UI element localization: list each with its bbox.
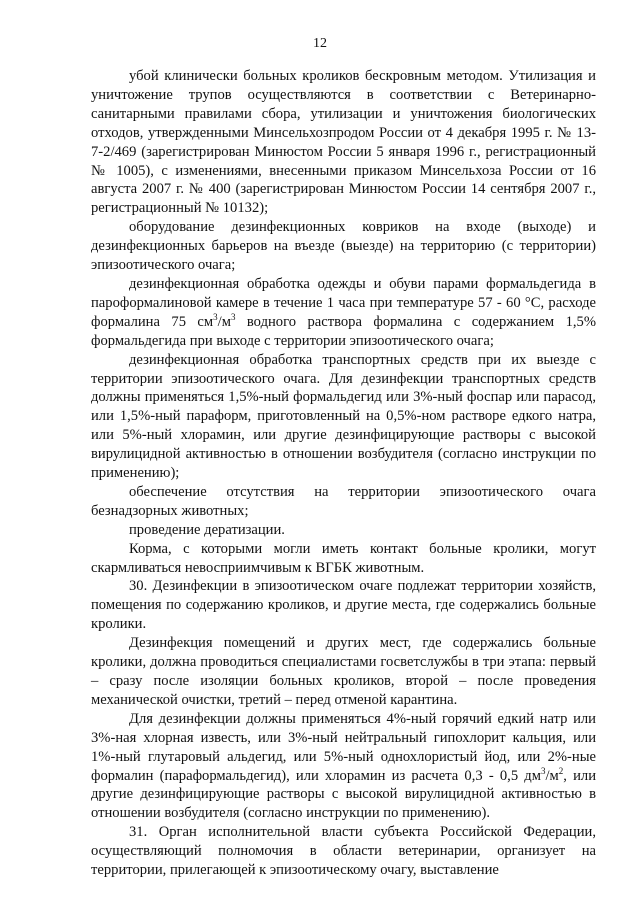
superscript: 3 bbox=[213, 311, 218, 322]
paragraph-feed bbox=[91, 540, 596, 578]
paragraph-text: обеспечение отсутствия на территории эпизоотического очага безнадзорных животных; bbox=[91, 483, 596, 519]
paragraph-text: Для дезинфекции должны применяться 4%-ный горячий едкий натр или 3%-ная хлорная известь, или 3%-ный нейтральный гипохлорит кальция, или 1%-ный глутаровый альдегид, или 5%-ный однохлористый йод, или 2%-ные формалин (параформальдегид), или хлорамин из расчета 0,3 - 0,5 дм bbox=[91, 710, 596, 784]
paragraph-rabbit-slaughter-disposal bbox=[91, 67, 596, 218]
page-number: 12 bbox=[313, 36, 327, 51]
paragraph-stray-animals bbox=[91, 483, 596, 521]
paragraph-disinfectants bbox=[91, 710, 596, 823]
paragraph-text: водного раствора формалина с содержанием 1,5% формальдегида при выходе с территории эпизоотического очага; bbox=[91, 313, 596, 349]
paragraph-text: /м bbox=[217, 313, 231, 330]
paragraph-text: 30. Дезинфекции в эпизоотическом очаге подлежат территории хозяйств, помещения по содержанию кроликов, и другие места, где содержались больные кролики. bbox=[91, 578, 596, 633]
paragraph-disinfection-mats bbox=[91, 218, 596, 275]
paragraph-vehicle-disinfection bbox=[91, 351, 596, 483]
paragraph-section-31 bbox=[91, 823, 596, 880]
paragraph-text: Дезинфекция помещений и других мест, где содержались больные кролики, должна проводиться специалистами госветслужбы в три этапа: первый – сразу после изоляции больных кроликов, второй – после проведения механической очистки, третий – перед отменой карантина. bbox=[91, 635, 596, 708]
paragraph-deratization bbox=[91, 521, 596, 540]
paragraph-text: дезинфекционная обработка одежды и обуви парами формальдегида в пароформалиновой камере в течение 1 часа при температуре 57 - 60 °С, расходе формалина 75 см bbox=[91, 275, 596, 330]
paragraph-disinfection-stages bbox=[91, 634, 596, 710]
superscript: 3 bbox=[540, 765, 546, 776]
paragraph-text: Корма, с которыми могли иметь контакт больные кролики, могут скармливаться невосприимчивым к ВГБК животным. bbox=[91, 540, 596, 576]
paragraph-section-30 bbox=[91, 577, 596, 634]
paragraph-text: убой клинически больных кроликов бескровным методом. Утилизация и уничтожение трупов осуществляются в соответствии с Ветеринарно-санитарными правилами сбора, утилизации и уничтожения биологических отходов, утвержденными Минсельхозпродом России от 4 декабря 1995 г. № 13-7-2/469 (зарегистрирован Минюстом России 5 января 1996 г., регистрационный № 1005), с изменениями, внесенными приказом Минсельхоза России от 16 августа 2007 г. № 400 (зарегистрирован Минюстом России 14 сентября 2007 г., регистрационный № 10132); bbox=[91, 68, 596, 217]
superscript: 3 bbox=[230, 311, 236, 322]
document-body bbox=[91, 67, 596, 880]
paragraph-text: проведение дератизации. bbox=[129, 521, 285, 538]
paragraph-text: 31. Орган исполнительной власти субъекта Российской Федерации, осуществляющий полномочия в области ветеринарии, организует на территории, прилегающей к эпизоотическому очагу, выставление bbox=[91, 824, 596, 879]
paragraph-clothing-disinfection bbox=[91, 275, 596, 351]
paragraph-text: , или другие дезинфицирующие растворы с высокой вирулицидной активностью в отношении возбудителя (согласно инструкции по применению). bbox=[91, 767, 596, 822]
paragraph-text: дезинфекционная обработка транспортных средств при их выезде с территории эпизоотического очага. Для дезинфекции транспортных средств должны применяться 1,5%-ный формальдегид или 3%-ный фоспар или парасод, или 1,5%-ный параформ, приготовленный на 0,5%-ном растворе едкого натра, или 5%-ный хлорамин, или другие дезинфицирующие растворы с высокой вирулицидной активностью в отношении возбудителя (согласно инструкции по применению); bbox=[91, 351, 596, 482]
paragraph-text: /м bbox=[545, 767, 559, 784]
superscript: 2 bbox=[558, 765, 564, 776]
paragraph-text: оборудование дезинфекционных ковриков на входе (выходе) и дезинфекционных барьеров на въезде (выезде) на территорию (с территории) эпизоотического очага; bbox=[91, 219, 596, 274]
